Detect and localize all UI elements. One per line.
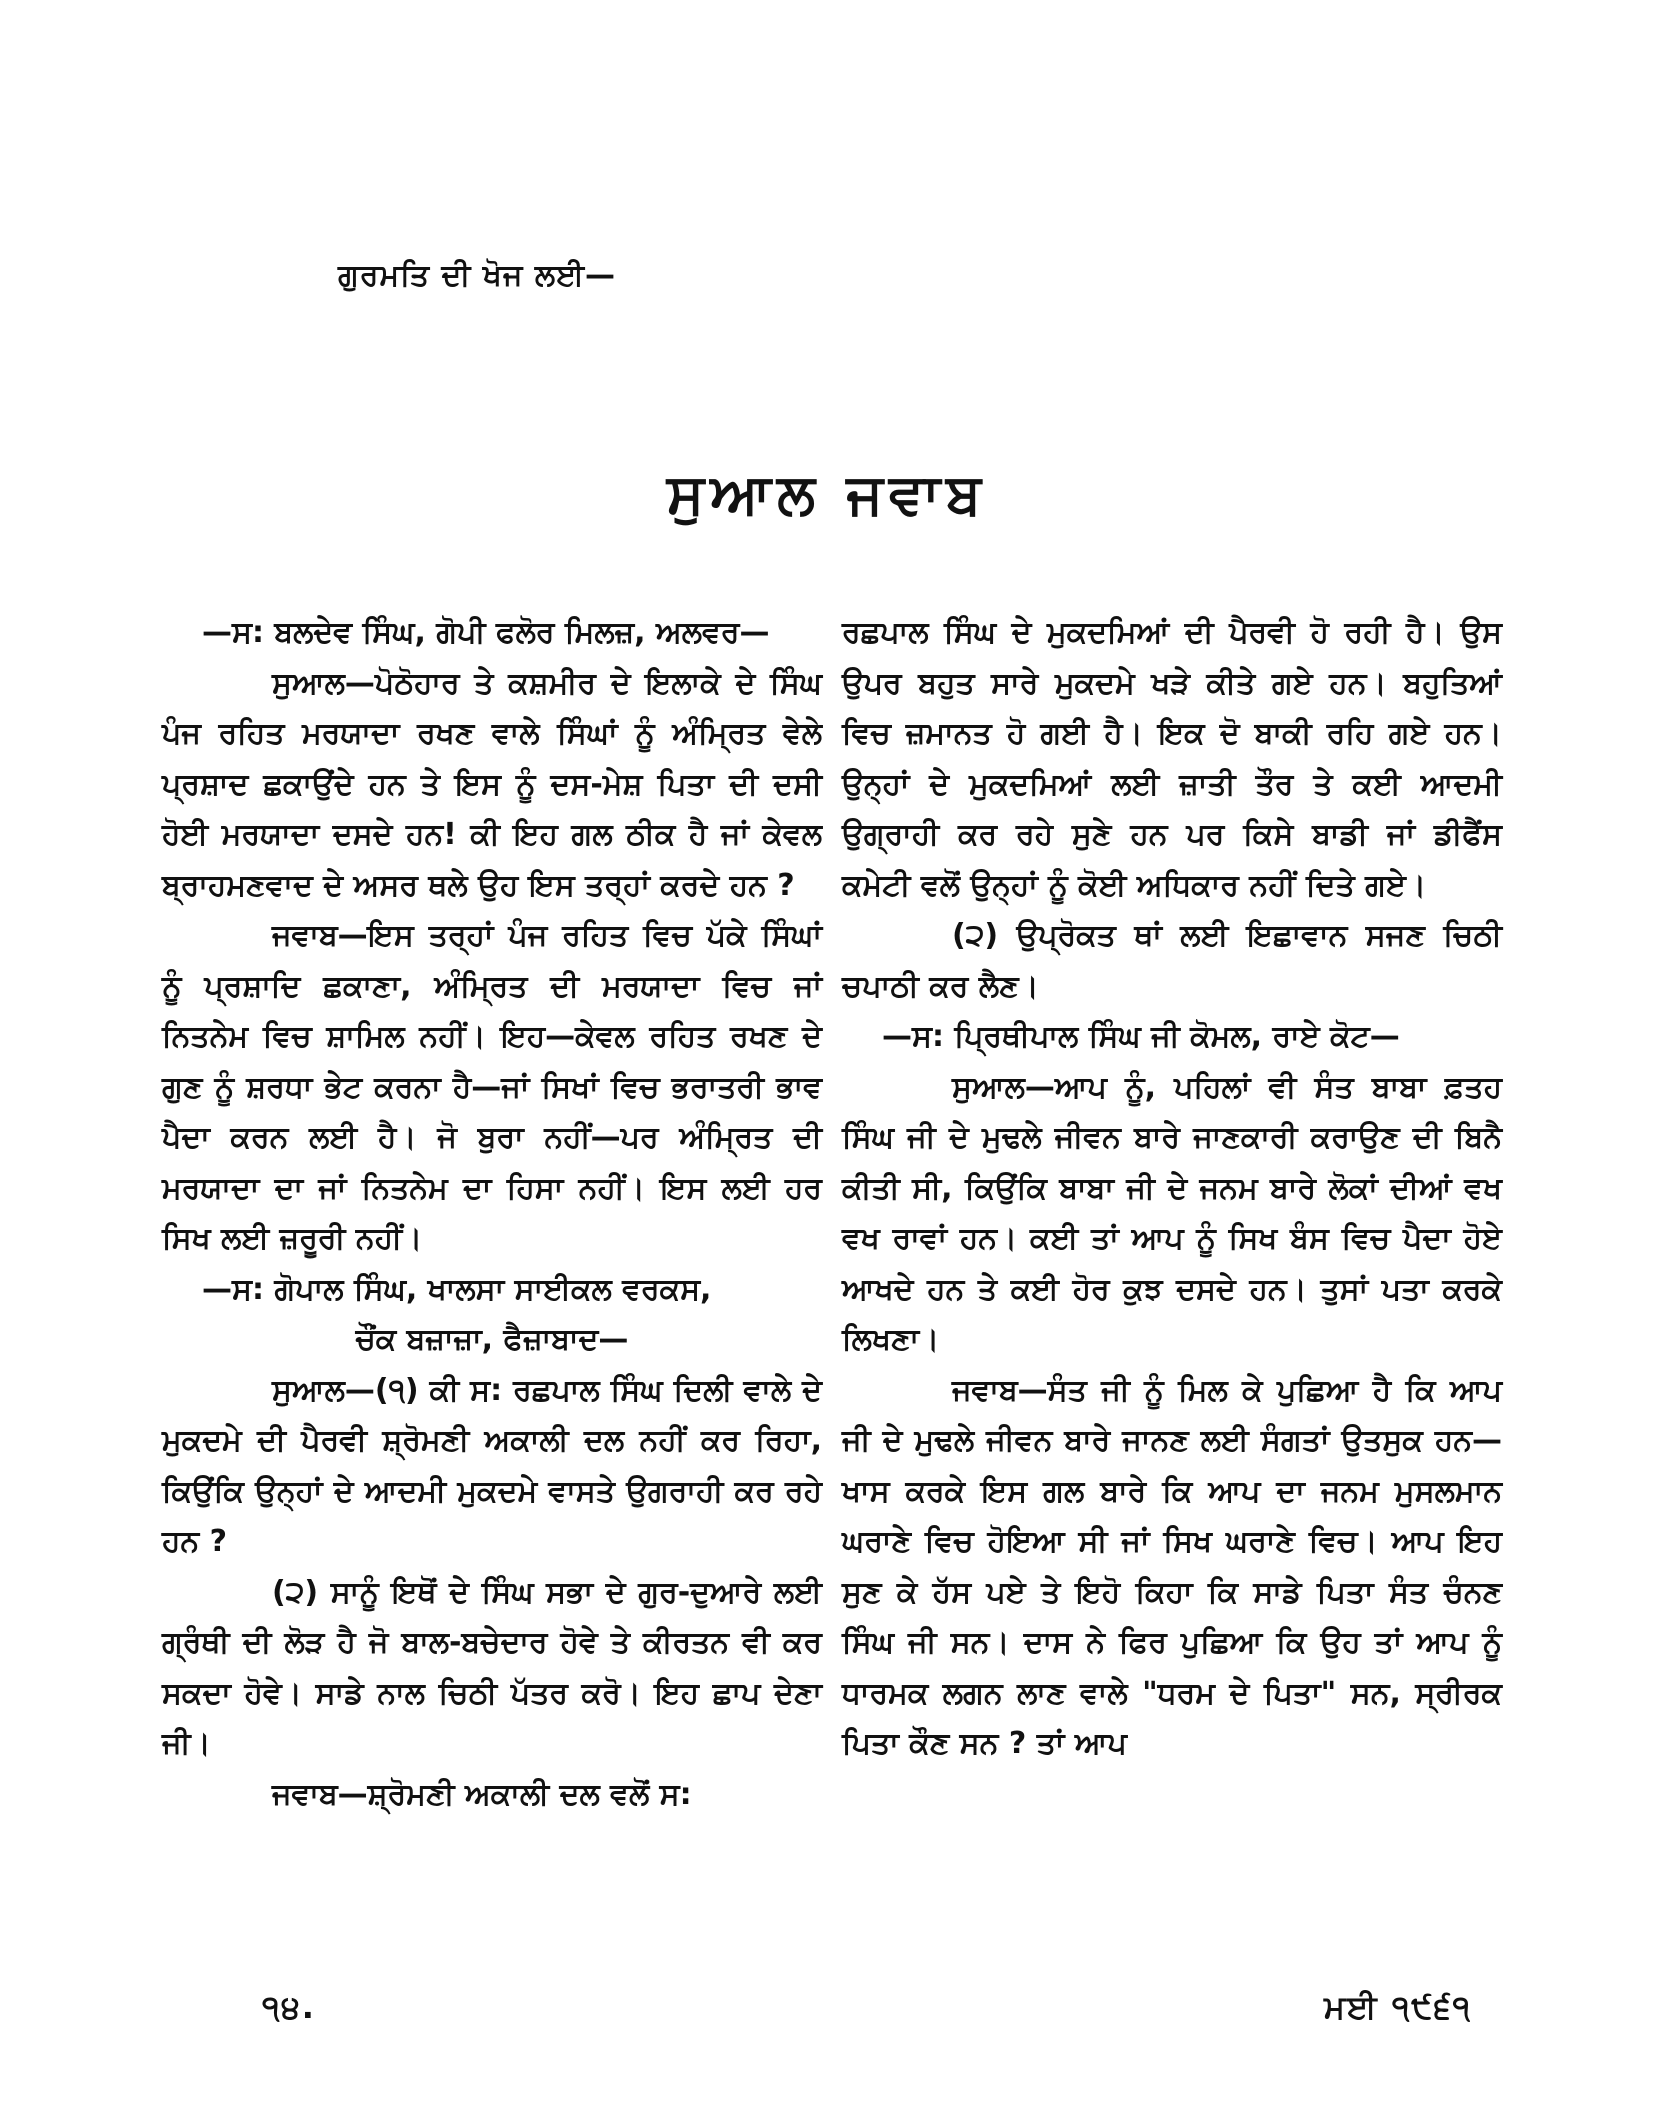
- question-paragraph: ਸੁਆਲ—(੧) ਕੀ ਸ: ਰਛਪਾਲ ਸਿੰਘ ਦਿਲੀ ਵਾਲੇ ਦੇ ਮੁਕਦਮੇ ਦੀ ਪੈਰਵੀ ਸ਼੍ਰੋਮਣੀ ਅਕਾਲੀ ਦਲ ਨਹੀਂ ਕਰ ਰਿਹਾ, ਕਿਉਂਕਿ ਉਨ੍ਹਾਂ ਦੇ ਆਦਮੀ ਮੁਕਦਮੇ ਵਾਸਤੇ ਉਗਰਾਹੀ ਕਰ ਰਹੇ ਹਨ ?: [162, 1372, 822, 1559]
- answer-paragraph: ਜਵਾਬ—ਸ਼੍ਰੋਮਣੀ ਅਕਾਲੀ ਦਲ ਵਲੋਂ ਸ:: [272, 1776, 692, 1812]
- right-column: [842, 608, 1502, 1770]
- issue-date: ਮਈ ੧੯੬੧: [1324, 1988, 1472, 2026]
- question-paragraph: ਸੁਆਲ—ਪੋਠੋਹਾਰ ਤੇ ਕਸ਼ਮੀਰ ਦੇ ਇਲਾਕੇ ਦੇ ਸਿੰਘ ਪੰਜ ਰਹਿਤ ਮਰਯਾਦਾ ਰਖਣ ਵਾਲੇ ਸਿੰਘਾਂ ਨੂੰ ਅੰਮ੍ਰਿਤ ਵੇਲੇ ਪ੍ਰਸ਼ਾਦ ਛਕਾਉਂਦੇ ਹਨ ਤੇ ਇਸ ਨੂੰ ਦਸ-ਮੇਸ਼ ਪਿਤਾ ਦੀ ਦਸੀ ਹੋਈ ਮਰਯਾਦਾ ਦਸਦੇ ਹਨ! ਕੀ ਇਹ ਗਲ ਠੀਕ ਹੈ ਜਾਂ ਕੇਵਲ ਬ੍ਰਾਹਮਣਵਾਦ ਦੇ ਅਸਰ ਥਲੇ ਉਹ ਇਸ ਤਰ੍ਹਾਂ ਕਰਦੇ ਹਨ ?: [162, 665, 822, 903]
- answer-paragraph: (੨) ਉਪ੍ਰੋਕਤ ਥਾਂ ਲਈ ਇਛਾਵਾਨ ਸਜਣ ਚਿਠੀ ਚਪਾਠੀ ਕਰ ਲੈਣ।: [842, 918, 1502, 1004]
- questioner-heading: —ਸ: ਬਲਦੇਵ ਸਿੰਘ, ਗੋਪੀ ਫਲੋਰ ਮਿਲਜ਼, ਅਲਵਰ—: [202, 615, 770, 650]
- answer-paragraph: ਰਛਪਾਲ ਸਿੰਘ ਦੇ ਮੁਕਦਮਿਆਂ ਦੀ ਪੈਰਵੀ ਹੋ ਰਹੀ ਹੈ। ਉਸ ਉਪਰ ਬਹੁਤ ਸਾਰੇ ਮੁਕਦਮੇ ਖੜੇ ਕੀਤੇ ਗਏ ਹਨ। ਬਹੁਤਿਆਂ ਵਿਚ ਜ਼ਮਾਨਤ ਹੋ ਗਈ ਹੈ। ਇਕ ਦੋ ਬਾਕੀ ਰਹਿ ਗਏ ਹਨ। ਉਨ੍ਹਾਂ ਦੇ ਮੁਕਦਮਿਆਂ ਲਈ ਜ਼ਾਤੀ ਤੌਰ ਤੇ ਕਈ ਆਦਮੀ ਉਗ੍ਰਾਹੀ ਕਰ ਰਹੇ ਸੁਣੇ ਹਨ ਪਰ ਕਿਸੇ ਬਾਡੀ ਜਾਂ ਡੀਫੈਂਸ ਕਮੇਟੀ ਵਲੋਂ ਉਨ੍ਹਾਂ ਨੂੰ ਕੋਈ ਅਧਿਕਾਰ ਨਹੀਂ ਦਿਤੇ ਗਏ।: [842, 615, 1502, 903]
- questioner-heading: —ਸ: ਪ੍ਰਿਥੀਪਾਲ ਸਿੰਘ ਜੀ ਕੋਮਲ, ਰਾਏ ਕੋਟ—: [882, 1019, 1400, 1054]
- question-paragraph: ਸੁਆਲ—ਆਪ ਨੂੰ, ਪਹਿਲਾਂ ਵੀ ਸੰਤ ਬਾਬਾ ਫ਼ਤਹ ਸਿੰਘ ਜੀ ਦੇ ਮੁਢਲੇ ਜੀਵਨ ਬਾਰੇ ਜਾਣਕਾਰੀ ਕਰਾਉਣ ਦੀ ਬਿਨੈ ਕੀਤੀ ਸੀ, ਕਿਉਂਕਿ ਬਾਬਾ ਜੀ ਦੇ ਜਨਮ ਬਾਰੇ ਲੋਕਾਂ ਦੀਆਂ ਵਖ ਵਖ ਰਾਵਾਂ ਹਨ। ਕਈ ਤਾਂ ਆਪ ਨੂੰ ਸਿਖ ਬੰਸ ਵਿਚ ਪੈਦਾ ਹੋਏ ਆਖਦੇ ਹਨ ਤੇ ਕਈ ਹੋਰ ਕੁਝ ਦਸਦੇ ਹਨ। ਤੁਸਾਂ ਪਤਾ ਕਰਕੇ ਲਿਖਣਾ।: [842, 1069, 1502, 1357]
- left-column: [162, 608, 822, 1820]
- questioner-heading: —ਸ: ਗੋਪਾਲ ਸਿੰਘ, ਖਾਲਸਾ ਸਾਈਕਲ ਵਰਕਸ,: [202, 1271, 712, 1307]
- series-tag: ਗੁਰਮਤਿ ਦੀ ਖੋਜ ਲਈ—: [338, 258, 617, 293]
- page-number: ੧੪.: [262, 1988, 316, 2026]
- answer-paragraph: ਜਵਾਬ—ਇਸ ਤਰ੍ਹਾਂ ਪੰਜ ਰਹਿਤ ਵਿਚ ਪੱਕੇ ਸਿੰਘਾਂ ਨੂੰ ਪ੍ਰਸ਼ਾਦਿ ਛਕਾਣਾ, ਅੰਮ੍ਰਿਤ ਦੀ ਮਰਯਾਦਾ ਵਿਚ ਜਾਂ ਨਿਤਨੇਮ ਵਿਚ ਸ਼ਾਮਿਲ ਨਹੀਂ। ਇਹ—ਕੇਵਲ ਰਹਿਤ ਰਖਣ ਦੇ ਗੁਣ ਨੂੰ ਸ਼ਰਧਾ ਭੇਟ ਕਰਨਾ ਹੈ—ਜਾਂ ਸਿਖਾਂ ਵਿਚ ਭਰਾਤਰੀ ਭਾਵ ਪੈਦਾ ਕਰਨ ਲਈ ਹੈ। ਜੋ ਬੁਰਾ ਨਹੀਂ—ਪਰ ਅੰਮ੍ਰਿਤ ਦੀ ਮਰਯਾਦਾ ਦਾ ਜਾਂ ਨਿਤਨੇਮ ਦਾ ਹਿਸਾ ਨਹੀਂ। ਇਸ ਲਈ ਹਰ ਸਿਖ ਲਈ ਜ਼ਰੂਰੀ ਨਹੀਂ।: [162, 918, 822, 1256]
- page-title: ਸੁਆਲ ਜਵਾਬ: [666, 462, 988, 527]
- question-paragraph: (੨) ਸਾਨੂੰ ਇਥੋਂ ਦੇ ਸਿੰਘ ਸਭਾ ਦੇ ਗੁਰ-ਦੁਆਰੇ ਲਈ ਗ੍ਰੰਥੀ ਦੀ ਲੋੜ ਹੈ ਜੋ ਬਾਲ-ਬਚੇਦਾਰ ਹੋਵੇ ਤੇ ਕੀਰਤਨ ਵੀ ਕਰ ਸਕਦਾ ਹੋਵੇ। ਸਾਡੇ ਨਾਲ ਚਿਠੀ ਪੱਤਰ ਕਰੋ। ਇਹ ਛਾਪ ਦੇਣਾ ਜੀ।: [162, 1574, 822, 1761]
- questioner-address: ਚੌਂਕ ਬਜ਼ਾਜ਼ਾ, ਫੈਜ਼ਾਬਾਦ—: [355, 1322, 629, 1357]
- answer-paragraph: ਜਵਾਬ—ਸੰਤ ਜੀ ਨੂੰ ਮਿਲ ਕੇ ਪੁਛਿਆ ਹੈ ਕਿ ਆਪ ਜੀ ਦੇ ਮੁਢਲੇ ਜੀਵਨ ਬਾਰੇ ਜਾਨਣ ਲਈ ਸੰਗਤਾਂ ਉਤਸੁਕ ਹਨ—ਖਾਸ ਕਰਕੇ ਇਸ ਗਲ ਬਾਰੇ ਕਿ ਆਪ ਦਾ ਜਨਮ ਮੁਸਲਮਾਨ ਘਰਾਣੇ ਵਿਚ ਹੋਇਆ ਸੀ ਜਾਂ ਸਿਖ ਘਰਾਣੇ ਵਿਚ। ਆਪ ਇਹ ਸੁਣ ਕੇ ਹੱਸ ਪਏ ਤੇ ਇਹੋ ਕਿਹਾ ਕਿ ਸਾਡੇ ਪਿਤਾ ਸੰਤ ਚੰਨਣ ਸਿੰਘ ਜੀ ਸਨ। ਦਾਸ ਨੇ ਫਿਰ ਪੁਛਿਆ ਕਿ ਉਹ ਤਾਂ ਆਪ ਨੂੰ ਧਾਰਮਕ ਲਗਨ ਲਾਣ ਵਾਲੇ "ਧਰਮ ਦੇ ਪਿਤਾ" ਸਨ, ਸ੍ਰੀਰਕ ਪਿਤਾ ਕੌਣ ਸਨ ? ਤਾਂ ਆਪ: [842, 1372, 1502, 1761]
